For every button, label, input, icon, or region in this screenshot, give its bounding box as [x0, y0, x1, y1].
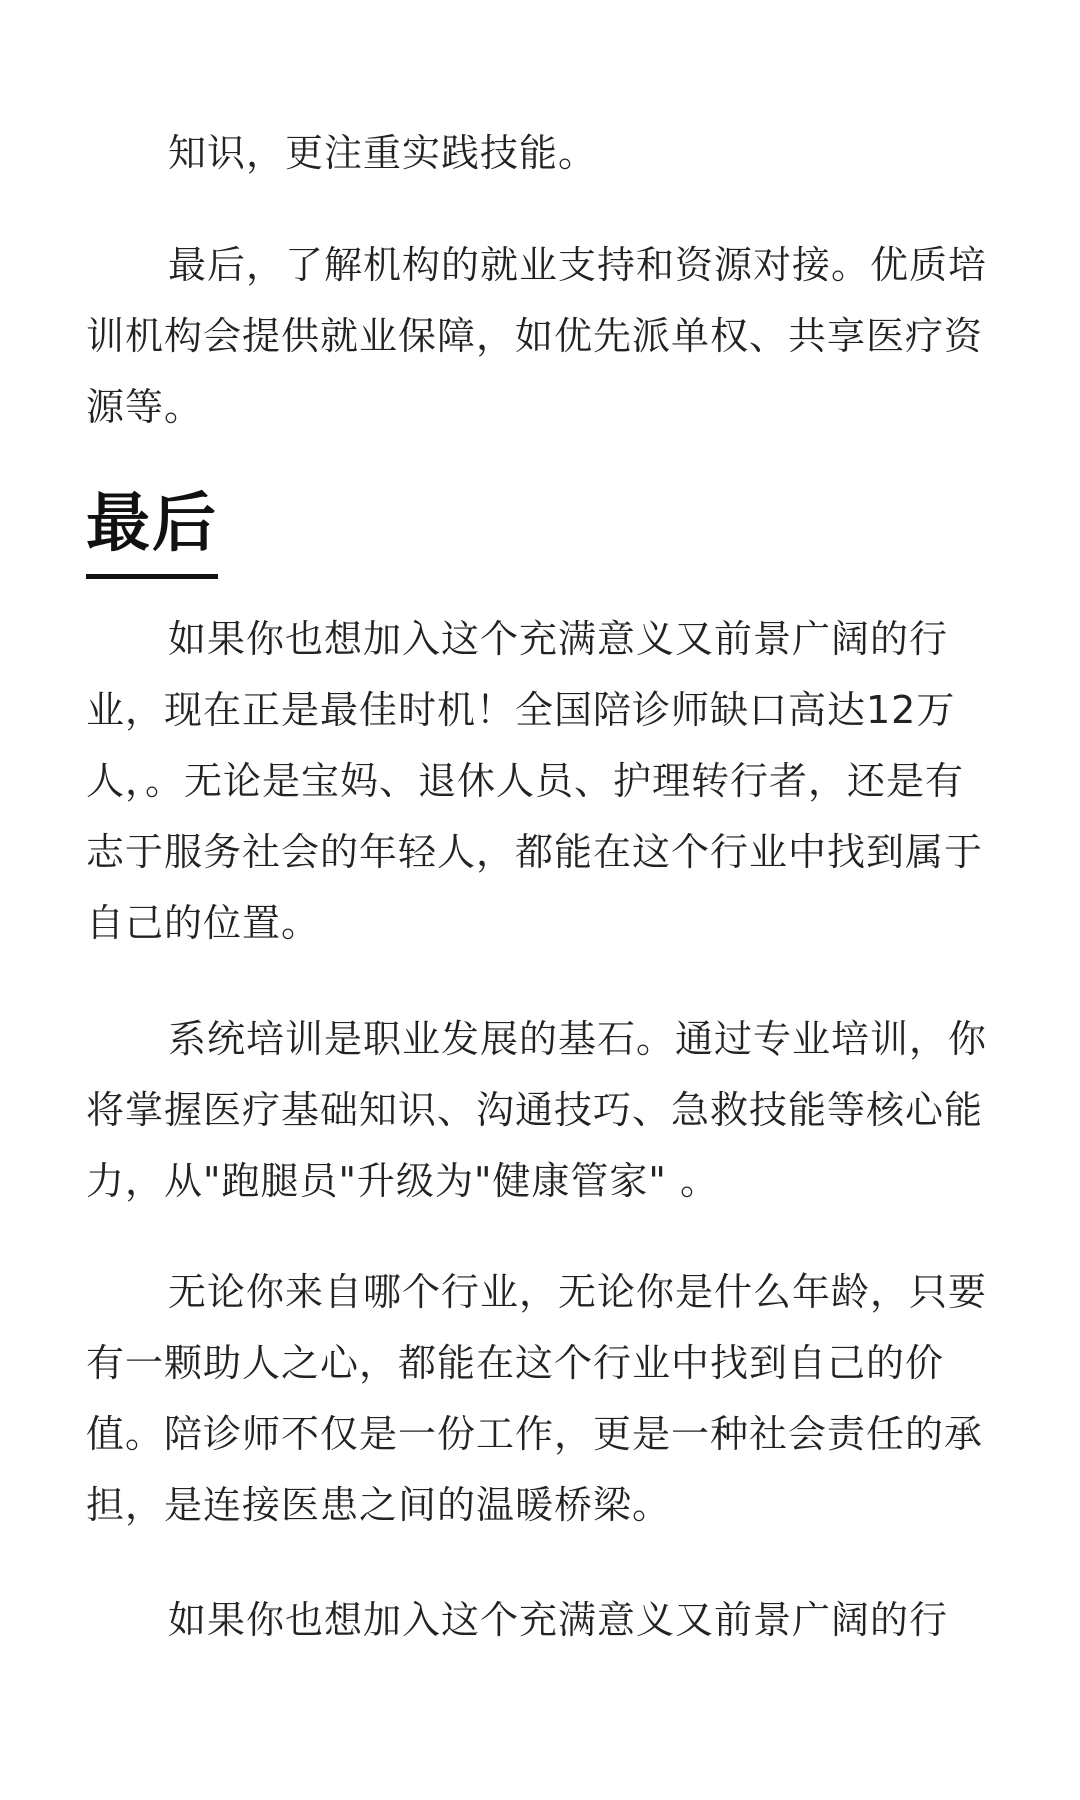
- paragraph-join-industry-repeat: 如果你也想加入这个充满意义又前景广阔的行: [168, 1598, 949, 1642]
- paragraph-join-industry: 如果你也想加入这个充满意义又前景广阔的行业，现在正是最佳时机！全国陪诊师缺口高达12万人，。无论是宝妈、退休人员、护理转行者，还是有志于服务社会的年轻人，都能在这个行业中找到属于自己的位置。: [86, 617, 984, 945]
- paragraph-any-background: 无论你来自哪个行业，无论你是什么年龄，只要有一颗助人之心，都能在这个行业中找到自己的价值。陪诊师不仅是一份工作，更是一种社会责任的承担，是连接医患之间的温暖桥梁。: [86, 1270, 988, 1527]
- paragraph-employment-support: 最后，了解机构的就业支持和资源对接。优质培训机构会提供就业保障，如优先派单权、共享医疗资源等。: [86, 243, 988, 429]
- section-heading-conclusion: 最后: [86, 482, 218, 579]
- paragraph-skills: 知识，更注重实践技能。: [168, 131, 598, 175]
- paragraph-system-training: 系统培训是职业发展的基石。通过专业培训，你将掌握医疗基础知识、沟通技巧、急救技能等核心能力，从"跑腿员"升级为"健康管家" 。: [86, 1017, 988, 1203]
